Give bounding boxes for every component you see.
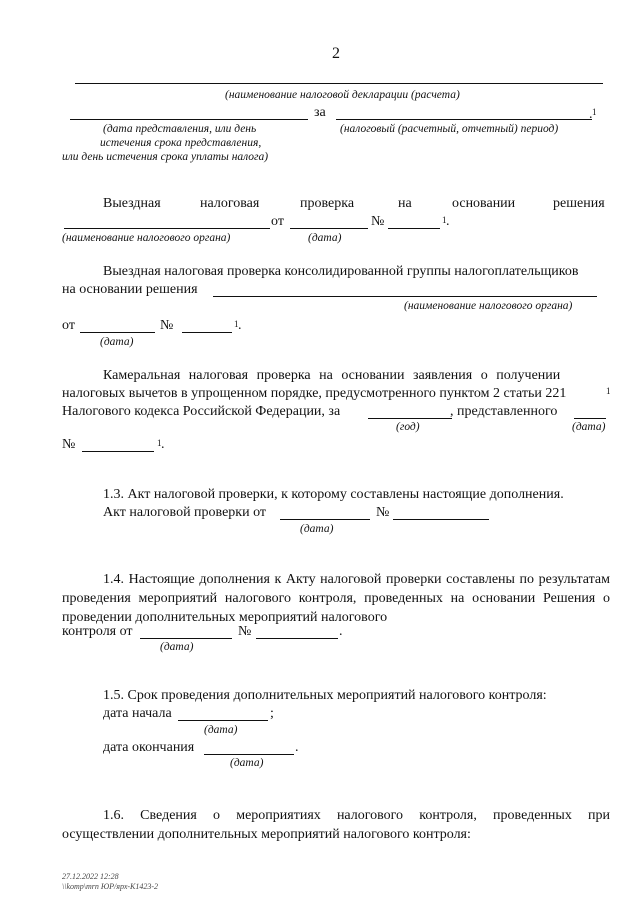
- section-1-4-date-line: [140, 638, 232, 639]
- end-date-label: дата окончания: [103, 740, 195, 755]
- field-audit-word-3: проверка: [300, 196, 355, 211]
- desk-dot: .: [161, 437, 165, 452]
- field-audit-number-line: [388, 228, 440, 229]
- field-audit-organ-caption: (наименование налогового органа): [62, 232, 231, 244]
- field-audit-dot: .: [446, 214, 450, 229]
- section-1-3-title: 1.3. Акт налоговой проверки, к которому составлены настоящие дополнения.: [103, 487, 564, 502]
- section-1-4-number-line: [256, 638, 338, 639]
- consolidated-line-1: Выездная налоговая проверка консолидированной группы налогоплательщиков: [103, 264, 579, 279]
- start-date-caption: (дата): [204, 724, 238, 736]
- section-1-4-text: 1.4. Настоящие дополнения к Акту налоговой проверки составлены по результатам проведения мероприятий налогового контроля, проведенных на основании Решения о проведении дополнительных мероприятий налогового: [62, 572, 610, 625]
- footer-line-1: 27.12.2022 12:28: [62, 872, 119, 881]
- field-audit-ot: от: [271, 214, 284, 229]
- consolidated-number-line: [182, 332, 232, 333]
- section-1-5-title: 1.5. Срок проведения дополнительных мероприятий налогового контроля:: [103, 688, 547, 703]
- section-1-4-last-line: контроля от: [62, 624, 133, 639]
- field-audit-date-caption: (дата): [308, 232, 342, 244]
- start-date-label: дата начала: [103, 706, 172, 721]
- header-sup: 1: [592, 107, 597, 117]
- field-audit-word-2: налоговая: [200, 196, 260, 211]
- section-1-3-line-2: Акт налоговой проверки от: [103, 505, 267, 520]
- consolidated-no: №: [160, 318, 174, 333]
- page-number: 2: [332, 45, 340, 62]
- end-date-caption: (дата): [230, 757, 264, 769]
- footer-line-2: \\komp\mrn ЮР/ярх-К1423-2: [62, 882, 159, 891]
- desk-line-2-sup: 1: [606, 386, 611, 396]
- section-1-4-no: №: [238, 624, 252, 639]
- section-1-3-date-caption: (дата): [300, 523, 334, 535]
- date-caption-2: истечения срока представления,: [100, 137, 262, 149]
- section-1-3-date-line: [280, 519, 370, 520]
- za-label: за: [314, 105, 326, 120]
- section-1-3-no: №: [376, 505, 390, 520]
- date-submission-line: [70, 119, 308, 120]
- consolidated-sup: 1: [234, 319, 239, 329]
- field-audit-date-line: [290, 228, 368, 229]
- end-date-end: .: [295, 740, 299, 755]
- field-audit-word-1: Выездная: [103, 196, 161, 211]
- desk-sup: 1: [157, 438, 162, 448]
- field-audit-word-6: решения: [553, 196, 605, 211]
- field-audit-organ-line: [64, 228, 270, 229]
- field-audit-sup: 1: [442, 215, 447, 225]
- desk-year-caption: (год): [396, 421, 420, 433]
- consolidated-organ-caption: (наименование налогового органа): [404, 300, 573, 312]
- date-caption-1: (дата представления, или день: [103, 123, 257, 135]
- consolidated-date-caption: (дата): [100, 336, 134, 348]
- desk-line-2: налоговых вычетов в упрощенном порядке, предусмотренного пунктом 2 статьи 221: [62, 386, 567, 401]
- desk-no: №: [62, 437, 76, 452]
- desk-number-line: [82, 451, 154, 452]
- desk-line-3b: , представленного: [450, 404, 558, 419]
- section-1-6-text: 1.6. Сведения о мероприятиях налогового контроля, проведенных при осуществлении дополнительных мероприятий налогового контроля:: [62, 808, 610, 842]
- consolidated-date-line: [80, 332, 155, 333]
- section-1-4-dot: .: [339, 624, 343, 639]
- consolidated-organ-line: [213, 296, 597, 297]
- desk-date-line: [574, 418, 606, 419]
- consolidated-dot: .: [238, 318, 242, 333]
- section-1-4-date-caption: (дата): [160, 641, 194, 653]
- section-1-3-number-line: [393, 519, 489, 520]
- period-line: [336, 119, 592, 120]
- date-caption-3: или день истечения срока уплаты налога): [62, 151, 269, 163]
- desk-year-line: [368, 418, 452, 419]
- start-date-end: ;: [270, 706, 274, 721]
- desk-line-1: Камеральная налоговая проверка на основании заявления о получении: [103, 368, 561, 383]
- field-audit-no: №: [371, 214, 385, 229]
- header-dot: .: [589, 107, 593, 122]
- field-audit-word-5: основании: [452, 196, 516, 211]
- declaration-caption: (наименование налоговой декларации (расчета): [225, 89, 460, 101]
- declaration-name-line: [75, 83, 603, 84]
- desk-line-3a: Налогового кодекса Российской Федерации, за: [62, 404, 341, 419]
- period-caption: (налоговый (расчетный, отчетный) период): [340, 123, 559, 135]
- start-date-line: [178, 720, 268, 721]
- field-audit-word-4: на: [398, 196, 412, 211]
- desk-date-caption: (дата): [572, 421, 606, 433]
- end-date-line: [204, 754, 294, 755]
- consolidated-ot: от: [62, 318, 75, 333]
- consolidated-line-2: на основании решения: [62, 282, 198, 297]
